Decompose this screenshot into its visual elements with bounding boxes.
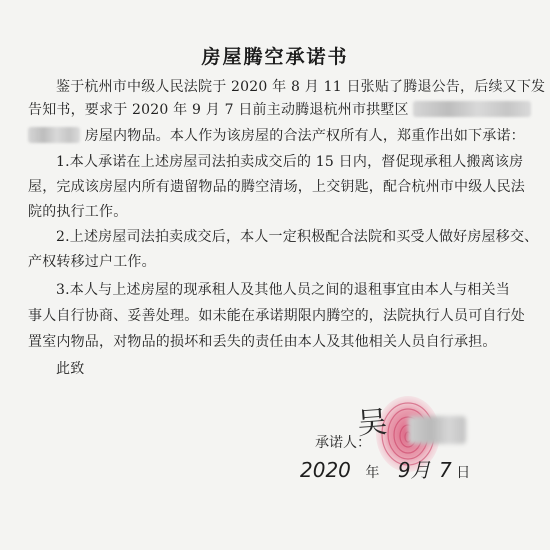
paragraph-1-line-3 — [28, 125, 525, 145]
item-1-line-2: 屋，完成该房屋内所有遗留物品的腾空清场，上交钥匙，配合杭州市中级人民法 — [28, 179, 525, 195]
paragraph-1-line-2-text: 告知书，要求于 2020 年 9 月 7 日前主动腾退杭州市拱墅区 — [28, 102, 409, 118]
item-3-line-2: 事人自行协商、妥善处理。如未能在承诺期限内腾空的，法院执行人员可自行处 — [28, 308, 525, 324]
closing-text: 此致 — [56, 361, 85, 377]
item-2-line-2: 产权转移过户工作。 — [28, 254, 156, 270]
date-month: 9月 — [397, 458, 431, 482]
date-day: 7 — [439, 458, 452, 482]
item-1-line-3: 院的执行工作。 — [28, 204, 128, 220]
item-2-line-1: 2.上述房屋司法拍卖成交后，本人一定积极配合法院和买受人做好房屋移交、 — [56, 229, 539, 245]
item-3-line-1: 3.本人与上述房屋的现承租人及其他人员之间的退租事宜由本人与相关当 — [56, 282, 510, 298]
document-title: 房屋腾空承诺书 — [201, 46, 349, 68]
date-year-unit: 年 — [365, 465, 380, 481]
paragraph-1-line-1: 鉴于杭州市中级人民法院于 2020 年 8 月 11 日张贴了腾退公告，后续又下发 — [56, 79, 546, 95]
redacted-signature-blur — [408, 416, 466, 444]
date-year: 2020 — [300, 458, 351, 482]
signatory-label: 承诺人： — [315, 435, 371, 451]
handwritten-signature: 吴 — [356, 404, 389, 442]
item-3-line-3: 置室内物品，对物品的损坏和丢失的责任由本人及其他相关人员自行承担。 — [28, 334, 497, 350]
redacted-unit-blur — [28, 127, 80, 143]
paragraph-1-line-3-text: 房屋内物品。本人作为该房屋的合法产权所有人，郑重作出如下承诺： — [84, 128, 525, 144]
redacted-address-blur — [413, 101, 531, 117]
item-1-line-1: 1.本人承诺在上述房屋司法拍卖成交后的 15 日内，督促现承租人搬离该房 — [56, 154, 524, 170]
signature-date — [300, 454, 470, 483]
paragraph-1-line-2 — [28, 99, 531, 119]
date-day-unit: 日 — [456, 465, 471, 481]
